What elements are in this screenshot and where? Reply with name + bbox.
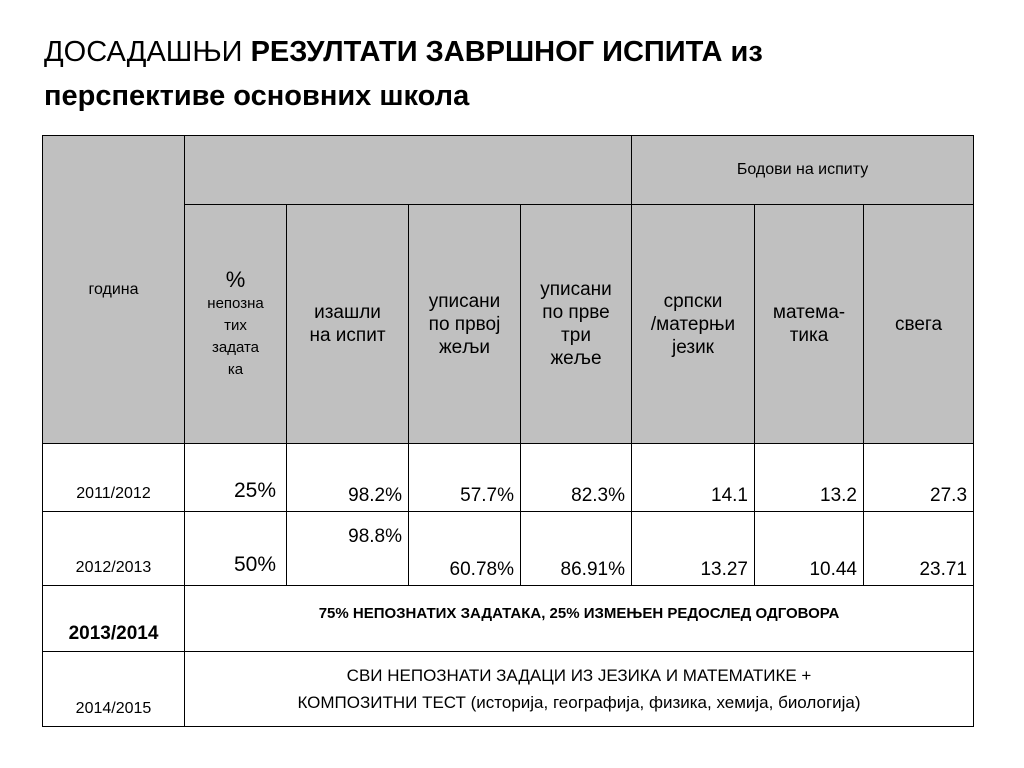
cell-total: 23.71 <box>864 512 974 586</box>
table-row <box>43 444 974 512</box>
cell-top3: 86.91% <box>521 512 632 586</box>
header-math: матема- тика <box>755 205 864 444</box>
cell-math: 13.2 <box>755 444 864 512</box>
title-bold-line1: РЕЗУЛТАТИ ЗАВРШНОГ ИСПИТА из <box>250 36 763 68</box>
cell-serbian: 14.1 <box>632 444 755 512</box>
cell-total: 27.3 <box>864 444 974 512</box>
cell-first: 57.7% <box>409 444 521 512</box>
header-total: свега <box>864 205 974 444</box>
cell-math: 10.44 <box>755 512 864 586</box>
header-top-three: уписани по прве три жеље <box>521 205 632 444</box>
cell-unknown: 25% <box>185 444 287 512</box>
cell-took: 98.2% <box>287 444 409 512</box>
cell-year: 2011/2012 <box>43 444 185 512</box>
table-row <box>43 512 974 586</box>
cell-year: 2013/2014 <box>43 586 185 652</box>
header-took-exam: изашли на испит <box>287 205 409 444</box>
cell-serbian: 13.27 <box>632 512 755 586</box>
cell-top3: 82.3% <box>521 444 632 512</box>
table-row <box>43 586 974 652</box>
header-unknown-tasks: % непозна тих задата ка <box>185 205 287 444</box>
cell-2014-description: СВИ НЕПОЗНАТИ ЗАДАЦИ ИЗ ЈЕЗИКА И МАТЕМАТИКЕ + КОМПОЗИТНИ ТЕСТ (историја, географија, физика, хемија, биологија) <box>185 652 974 727</box>
cell-year: 2014/2015 <box>43 652 185 727</box>
page-title <box>44 30 1004 118</box>
title-normal: ДОСАДАШЊИ <box>44 36 251 68</box>
header-points: Бодови на испиту <box>632 136 974 205</box>
title-bold-line2: перспективе основних школа <box>44 80 470 112</box>
header-first-choice: уписани по првој жељи <box>409 205 521 444</box>
results-table <box>42 135 974 727</box>
header-serbian: српски /матерњи језик <box>632 205 755 444</box>
cell-took: 98.8% <box>287 512 409 586</box>
cell-2013-description: 75% НЕПОЗНАТИХ ЗАДАТАКА, 25% ИЗМЕЊЕН РЕДОСЛЕД ОДГОВОРА <box>185 586 974 652</box>
header-year: година <box>43 136 185 444</box>
header-blank <box>185 136 632 205</box>
cell-unknown: 50% <box>185 512 287 586</box>
cell-first: 60.78% <box>409 512 521 586</box>
table-row <box>43 652 974 727</box>
cell-year: 2012/2013 <box>43 512 185 586</box>
